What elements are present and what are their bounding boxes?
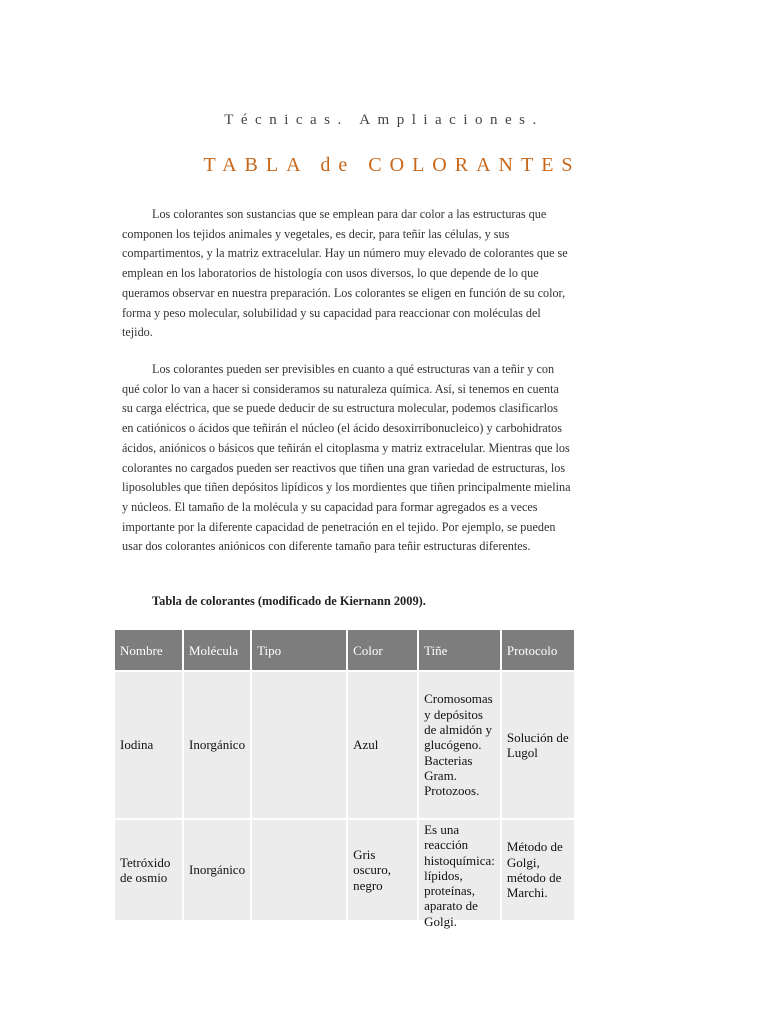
cell-tine: Cromosomas y depósitos de almidón y glucógeno. Bacterias Gram. Protozoos.: [419, 672, 500, 818]
table-row: [115, 820, 574, 920]
document-subtitle: Técnicas. Ampliaciones.: [224, 112, 544, 128]
cell-molecula: Inorgánico: [184, 820, 250, 920]
header-color: Color: [348, 630, 417, 670]
colorants-table: [113, 628, 576, 929]
cell-tine-text: Es una reacción histoquímica: lípidos, proteínas, aparato de Golgi.: [424, 822, 495, 929]
table-header-row: [115, 630, 574, 670]
cell-molecula: Inorgánico: [184, 672, 250, 818]
cell-tipo: [252, 820, 346, 920]
cell-nombre: Iodina: [115, 672, 182, 818]
header-protocolo: Protocolo: [502, 630, 574, 670]
classification-paragraph: Los colorantes pueden ser previsibles en cuanto a qué estructuras van a teñir y con qué color lo van a hacer si consideramos su naturaleza química. Así, si tenemos en cuenta su carga eléctrica, que se puede deducir de su estructura molecular, podemos clasificarlos en catiónicos o ácidos que teñirán el núcleo (el ácido desoxirribonucleico) y carbohidratos ácidos, aniónicos o básicos que teñirán el citoplasma y matriz extracelular. Mientras que los colorantes no cargados pueden ser reactivos que tiñen una gran variedad de estructuras, los liposolubles que tiñen depósitos lipídicos y los mordientes que tiñen principalmente mielina y núcleos. El tamaño de la molécula y su capacidad para formar agregados es a veces importante por la diferente capacidad de penetración en el tejido. Por ejemplo, se pueden usar dos colorantes aniónicos con diferente tamaño para teñir estructuras diferentes.: [122, 362, 571, 554]
cell-nombre: Tetróxido de osmio: [115, 820, 182, 920]
cell-color: Azul: [348, 672, 417, 818]
cell-protocolo: Solución de Lugol: [502, 672, 574, 818]
table-caption: Tabla de colorantes (modificado de Kiernann 2009).: [152, 594, 426, 608]
header-tipo: Tipo: [252, 630, 346, 670]
cell-tine: [419, 820, 500, 929]
header-tine: Tiñe: [419, 630, 500, 670]
intro-paragraph: Los colorantes son sustancias que se emplean para dar color a las estructuras que componen los tejidos animales y vegetales, es decir, para teñir las células, y sus compartimentos, y la matriz extracelular. Hay un número muy elevado de colorantes que se emplean en los laboratorios de histología con usos diversos, lo que depende de lo que queramos observar en nuestra preparación. Los colorantes se eligen en función de su color, forma y peso molecular, solubilidad y su capacidad para reaccionar con moléculas del tejido.: [122, 207, 568, 340]
cell-color: Gris oscuro, negro: [348, 820, 417, 920]
header-nombre: Nombre: [115, 630, 182, 670]
table-row: [115, 672, 574, 818]
header-molecula: Molécula: [184, 630, 250, 670]
cell-tipo: [252, 672, 346, 818]
document-title: TABLA de COLORANTES: [203, 154, 581, 176]
cell-protocolo: Método de Golgi, método de Marchi.: [502, 820, 574, 920]
